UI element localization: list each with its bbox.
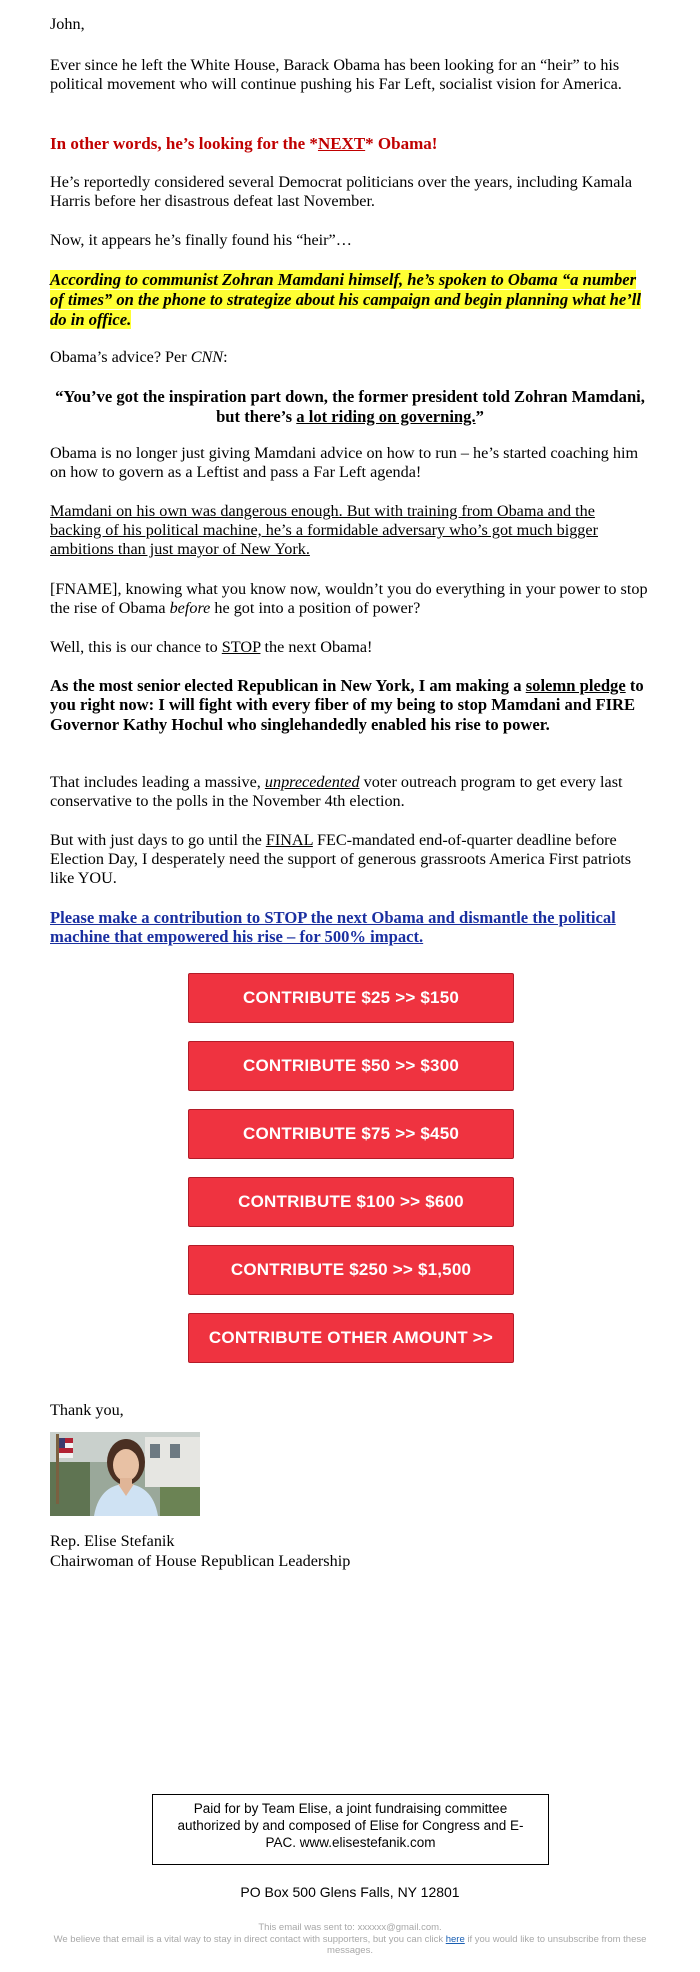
signature-title: Chairwoman of House Republican Leadership xyxy=(50,1552,351,1570)
contribute-25-button[interactable]: CONTRIBUTE $25 >> $150 xyxy=(188,973,514,1023)
contribute-link[interactable]: Please make a contribution to STOP the next Obama and dismantle the political machine that empowered his rise – for 500% impact. xyxy=(50,908,616,947)
contribute-other-button[interactable]: CONTRIBUTE OTHER AMOUNT >> xyxy=(188,1313,514,1363)
contribute-250-button[interactable]: CONTRIBUTE $250 >> $1,500 xyxy=(188,1245,514,1295)
greeting: John, xyxy=(50,15,85,33)
coaching-paragraph: Obama is no longer just giving Mamdani advice on how to run – he’s started coaching him on how to govern as a Leftist and pass a Far Left agenda! xyxy=(50,444,639,481)
signature-name: Rep. Elise Stefanik xyxy=(50,1532,175,1550)
heir-paragraph: Now, it appears he’s finally found his “heir”… xyxy=(50,231,352,249)
fname-paragraph: [FNAME], knowing what you know now, wouldn’t you do everything in your power to stop the rise of Obama before he got into a position of power? xyxy=(50,580,648,617)
mailing-address: PO Box 500 Glens Falls, NY 12801 xyxy=(240,1884,460,1900)
deadline-paragraph: But with just days to go until the FINAL FEC-mandated end-of-quarter deadline before Election Day, I desperately need the support of generous grassroots America First patriots like YOU. xyxy=(50,831,632,887)
chance-paragraph: Well, this is our chance to STOP the next Obama! xyxy=(50,638,373,656)
paid-for-disclaimer: Paid for by Team Elise, a joint fundraising committee authorized by and composed of Elise for Congress and E-PAC. www.elisestefanik.com xyxy=(152,1794,549,1865)
portrait-image xyxy=(50,1432,200,1516)
contribute-50-button[interactable]: CONTRIBUTE $50 >> $300 xyxy=(188,1041,514,1091)
dangerous-paragraph: Mamdani on his own was dangerous enough. But with training from Obama and the backing of his political machine, he’s a formidable adversary who’s got much bigger ambitions than just mayor of New York. xyxy=(50,502,598,558)
signer-photo xyxy=(50,1432,200,1516)
next-obama-headline: In other words, he’s looking for the *NEXT* Obama! xyxy=(50,134,438,153)
considered-paragraph: He’s reportedly considered several Democrat politicians over the years, including Kamala Harris before her disastrous defeat last November. xyxy=(50,173,633,210)
outreach-paragraph: That includes leading a massive, unprecedented voter outreach program to get every last conservative to the polls in the November 4th election. xyxy=(50,773,623,810)
pledge-paragraph: As the most senior elected Republican in New York, I am making a solemn pledge to you right now: I will fight with every fiber of my being to stop Mamdani and FIRE Governor Kathy Hochul who singlehandedly enabled his rise to power. xyxy=(50,676,644,734)
contribute-75-button[interactable]: CONTRIBUTE $75 >> $450 xyxy=(188,1109,514,1159)
unsubscribe-notice: We believe that email is a vital way to stay in direct contact with supporters, but you can click here if you would like to unsubscribe from these messages. xyxy=(53,1934,647,1956)
sent-to-notice: This email was sent to: xxxxxx@gmail.com. xyxy=(258,1922,442,1933)
cnn-quote: “You’ve got the inspiration part down, the former president told Zohran Mamdani, but there’s a lot riding on governing.” xyxy=(55,387,645,426)
signoff: Thank you, xyxy=(50,1401,124,1419)
advice-paragraph: Obama’s advice? Per CNN: xyxy=(50,348,228,366)
unsubscribe-link[interactable]: here xyxy=(445,1934,465,1945)
highlighted-paragraph: According to communist Zohran Mamdani himself, he’s spoken to Obama “a number of times” on the phone to strategize about his campaign and begin planning what he’ll do in office. xyxy=(50,270,642,329)
intro-paragraph: Ever since he left the White House, Barack Obama has been looking for an “heir” to his political movement who will continue pushing his Far Left, socialist vision for America. xyxy=(50,56,622,93)
contribute-100-button[interactable]: CONTRIBUTE $100 >> $600 xyxy=(188,1177,514,1227)
